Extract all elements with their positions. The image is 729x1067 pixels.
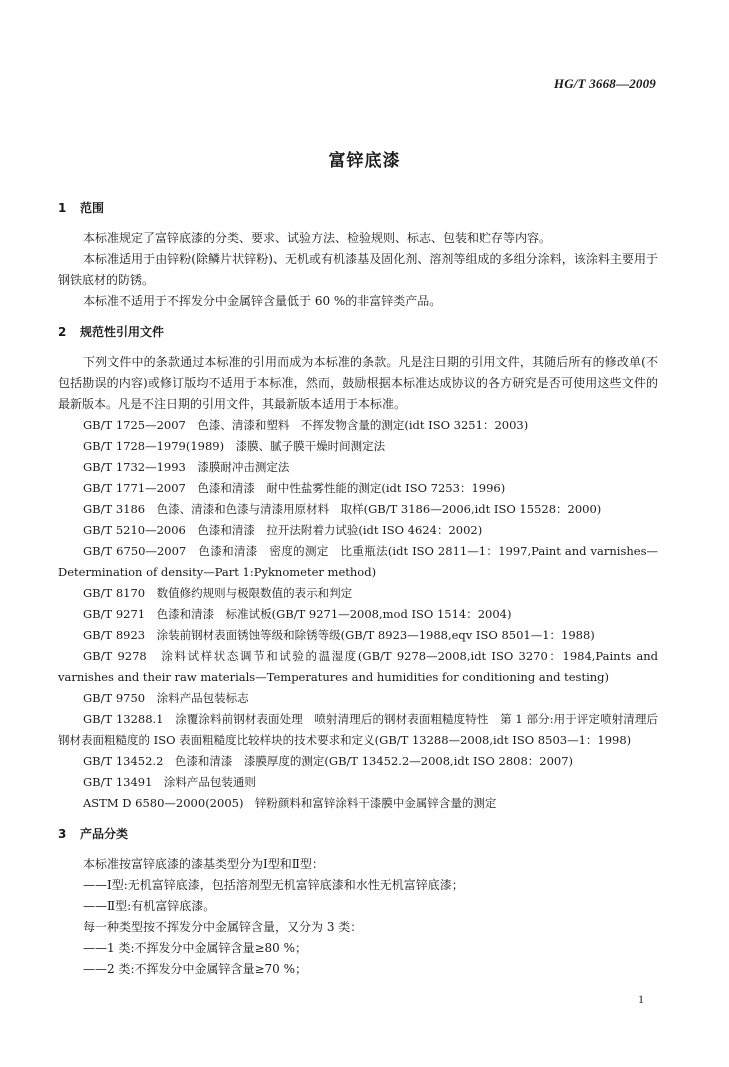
section-heading bbox=[58, 324, 658, 340]
section-product-classification bbox=[58, 826, 658, 980]
section-title: 规范性引用文件 bbox=[80, 325, 165, 339]
reference-item: GB/T 9278 涂料试样状态调节和试验的温湿度(GB/T 9278—2008,idt ISO 3270：1984,Paints and varnishes and their raw materials—Temperatures and humidities for conditioning and testing) bbox=[58, 649, 658, 684]
page-number: 1 bbox=[638, 992, 644, 1006]
reference-item: GB/T 1771—2007 色漆和清漆 耐中性盐雾性能的测定(idt ISO 7253：1996) bbox=[83, 481, 506, 495]
reference-item: GB/T 6750—2007 色漆和清漆 密度的测定 比重瓶法(idt ISO 2811—1：1997,Paint and varnishes—Determination of density—Part 1:Pyknometer method) bbox=[58, 544, 658, 579]
paragraph: 本标准按富锌底漆的漆基类型分为Ⅰ型和Ⅱ型： bbox=[83, 857, 324, 871]
reference-item: ASTM D 6580—2000(2005) 锌粉颜料和富锌涂料干漆膜中金属锌含量的测定 bbox=[83, 796, 497, 810]
section-scope bbox=[58, 200, 658, 312]
section-heading bbox=[58, 200, 658, 216]
section-normative-references bbox=[58, 324, 658, 814]
document-body bbox=[58, 200, 658, 992]
reference-item: GB/T 13452.2 色漆和清漆 漆膜厚度的测定(GB/T 13452.2—2008,idt ISO 2808：2007) bbox=[83, 754, 574, 768]
reference-item: GB/T 1725—2007 色漆、清漆和塑料 不挥发物含量的测定(idt ISO 3251：2003) bbox=[83, 418, 529, 432]
reference-item: GB/T 13491 涂料产品包装通则 bbox=[83, 775, 256, 789]
reference-item: GB/T 1728—1979(1989) 漆膜、腻子膜干燥时间测定法 bbox=[83, 439, 386, 453]
section-heading bbox=[58, 826, 658, 842]
list-item: ——2 类:不挥发分中金属锌含量≥70 %； bbox=[83, 962, 308, 976]
section-title: 范围 bbox=[80, 201, 105, 215]
paragraph: 下列文件中的条款通过本标准的引用而成为本标准的条款。凡是注日期的引用文件，其随后所有的修改单(不包括勘误的内容)或修订版均不适用于本标准，然而，鼓励根据本标准达成协议的各方研究是否可使用这些文件的最新版本。凡是不注日期的引用文件，其最新版本适用于本标准。 bbox=[58, 355, 658, 411]
reference-item: GB/T 5210—2006 色漆和清漆 拉开法附着力试验(idt ISO 4624：2002) bbox=[83, 523, 483, 537]
paragraph: 本标准不适用于不挥发分中金属锌含量低于 60 %的非富锌类产品。 bbox=[83, 294, 442, 308]
reference-item: GB/T 9271 色漆和清漆 标准试板(GB/T 9271—2008,mod ISO 1514：2004) bbox=[83, 607, 512, 621]
reference-item: GB/T 8170 数值修约规则与极限数值的表示和判定 bbox=[83, 586, 353, 600]
reference-item: GB/T 8923 涂装前钢材表面锈蚀等级和除锈等级(GB/T 8923—1988,eqv ISO 8501—1：1988) bbox=[83, 628, 595, 642]
standard-code: HG/T 3668—2009 bbox=[553, 76, 656, 91]
list-item: ——Ⅰ型:无机富锌底漆，包括溶剂型无机富锌底漆和水性无机富锌底漆； bbox=[83, 878, 464, 892]
page-title: 富锌底漆 bbox=[328, 151, 401, 171]
reference-item: GB/T 9750 涂料产品包装标志 bbox=[83, 691, 249, 705]
paragraph: 每一种类型按不挥发分中金属锌含量，又分为 3 类： bbox=[83, 920, 363, 934]
section-number: 2 bbox=[58, 325, 67, 339]
reference-item: GB/T 13288.1 涂覆涂料前钢材表面处理 喷射清理后的钢材表面粗糙度特性 第 1 部分:用于评定喷射清理后钢材表面粗糙度的 ISO 表面粗糙度比较样块的技术要求和定义(GB/T 13288—2008,idt ISO 8503—1：1998) bbox=[58, 712, 658, 747]
list-item: ——1 类:不挥发分中金属锌含量≥80 %； bbox=[83, 941, 308, 955]
reference-item: GB/T 1732—1993 漆膜耐冲击测定法 bbox=[83, 460, 290, 474]
paragraph: 本标准规定了富锌底漆的分类、要求、试验方法、检验规则、标志、包装和贮存等内容。 bbox=[83, 231, 552, 245]
list-item: ——Ⅱ型:有机富锌底漆。 bbox=[83, 899, 216, 913]
section-number: 3 bbox=[58, 827, 67, 841]
reference-item: GB/T 3186 色漆、清漆和色漆与清漆用原材料 取样(GB/T 3186—2006,idt ISO 15528：2000) bbox=[83, 502, 602, 516]
paragraph: 本标准适用于由锌粉(除鳞片状锌粉)、无机或有机漆基及固化剂、溶剂等组成的多组分涂料，该涂料主要用于钢铁底材的防锈。 bbox=[58, 252, 658, 287]
section-title: 产品分类 bbox=[80, 827, 129, 841]
section-number: 1 bbox=[58, 201, 67, 215]
